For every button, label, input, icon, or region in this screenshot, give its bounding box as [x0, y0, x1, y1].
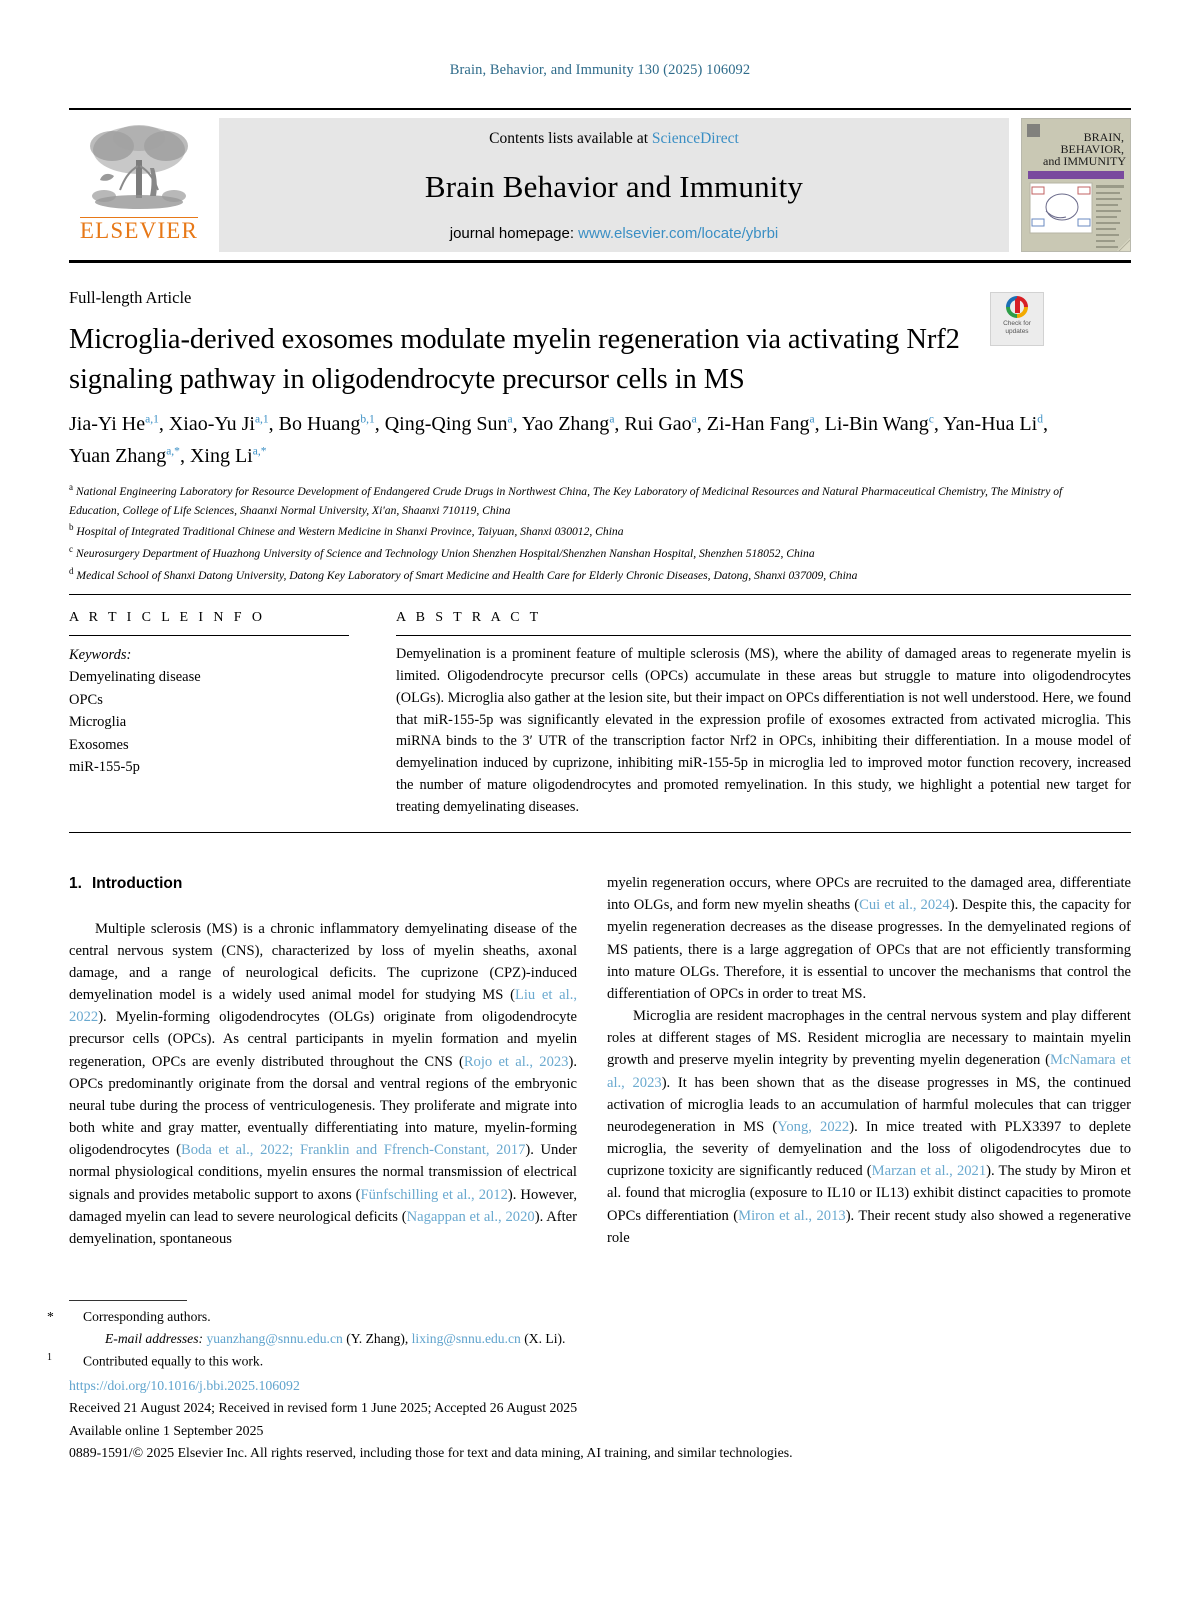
corresponding-marker: * [47, 1309, 54, 1324]
affiliation-text: Neurosurgery Department of Huazhong University of Science and Technology Union Shenzhen Hospital/Shenzhen Nanshan Hospital, Shenzhen 518052, China [75, 546, 815, 560]
author-name: Qing-Qing Sun [384, 413, 508, 435]
affiliation-item [69, 520, 1079, 542]
contents-prefix: Contents lists available at [489, 130, 652, 147]
author-affil-marker: a [691, 413, 697, 426]
author-list: Jia-Yi He$^{a,1}$, Xiao-Yu Ji$^{a,1}$, Bo Huang$^{b,1}$, Qing-Qing Sun$^a$, Yao Zhang$^a$, Rui Gao$^a$, Zi-Han Fang$^a$, Li-Bin Wang$^c$, Yan-Hua Li$^d$, Yuan Zhang$^{a,*}$, Xing $Li^{a,*}$ [69, 413, 1048, 468]
author-affil-marker: a,* [166, 445, 180, 458]
affiliation-marker: b [69, 522, 74, 533]
text-run: ). However, damaged myelin can lead to severe neurological deficits ( [69, 1186, 577, 1225]
author-affil-marker: b,1 [360, 413, 375, 426]
author-name: Bo Huang [278, 413, 361, 435]
author[interactable] [624, 413, 696, 435]
info-block-bottom-rule [69, 832, 1131, 833]
affiliation-text: Medical School of Shanxi Datong University, Datong Key Laboratory of Smart Medicine and Health Care for Elderly Chronic Diseases, Datong, Shanxi 037009, China [76, 568, 858, 582]
text-run: ). In mice treated with PLX3397 to deplete microglia, the severity of demyelination and the loss of oligodendrocytes due to cuprizone toxicity are significantly reduced ( [607, 1118, 1132, 1180]
cover-art [1022, 119, 1130, 252]
author[interactable] [707, 413, 815, 435]
journal-homepage-line [450, 225, 779, 242]
affiliation-list [69, 480, 1079, 585]
author-name: Jia-Yi He [69, 413, 146, 435]
paragraph [69, 918, 577, 1251]
affiliation-item [69, 542, 1079, 564]
footnote-equal-contribution [47, 1350, 769, 1373]
author[interactable] [69, 413, 159, 435]
email-owner-1: (Y. Zhang), [346, 1331, 409, 1347]
crossmark-line1: Check for [1003, 320, 1031, 327]
author[interactable] [825, 413, 934, 435]
footnote-emails [69, 1328, 769, 1350]
author-affil-marker: c [928, 413, 934, 426]
running-head: Brain, Behavior, and Immunity 130 (2025) 106092 [449, 62, 751, 78]
abstract-heading: A B S T R A C T [396, 610, 542, 625]
title-line-1: Microglia-derived exosomes modulate myelin regeneration via activating [69, 324, 900, 355]
copyright-line: 0889-1591/© 2025 Elsevier Inc. All rights reserved, including those for text and data mining, AI training, and similar technologies. [69, 1445, 793, 1461]
author-name: Li-Bin Wang [824, 413, 929, 435]
footnote-corresponding [47, 1306, 769, 1328]
text-run: Microglia are resident macrophages in the central nervous system and play different roles at different stages of MS. Resident microglia are necessary to maintain myelin growth and preserve myelin integrity by preventing myelin degeneration ( [607, 1008, 1131, 1069]
author-affil-marker: a [507, 413, 513, 426]
text-run: ). Despite this, the capacity for myelin regeneration decreases as the disease progresses. In the demyelinated regions of MS patients, there is a large aggregation of OPCs that are not efficiently transforming into mature OLGs. Therefore, it is essential to uncover the mechanisms that control the differentiation of OPCs in order to treat MS. [607, 897, 1131, 1002]
journal-cover-thumbnail [1021, 118, 1131, 252]
section-heading-introduction [69, 872, 577, 896]
author-affil-marker: a [809, 413, 815, 426]
citation-link[interactable]: Boda et al., 2022; Franklin and Ffrench-Constant, 2017 [181, 1142, 526, 1159]
available-online: Available online 1 September 2025 [69, 1422, 264, 1438]
svg-text:and IMMUNITY: and IMMUNITY [1043, 154, 1126, 168]
text-run: ). After demyelination, spontaneous [69, 1208, 578, 1247]
text-run: ). The study by Miron et al. found that microglia (exposure to IL10 or IL13) exhibit distinct capacities to promote OPCs differentiation ( [607, 1163, 1131, 1224]
affiliation-marker: a [69, 482, 73, 492]
sciencedirect-link[interactable]: ScienceDirect [651, 130, 739, 147]
citation-link[interactable]: Marzan et al., 2021 [871, 1163, 987, 1180]
page-title [69, 320, 969, 401]
abstract-rule [396, 635, 1131, 636]
author-affil-marker: a,1 [145, 413, 159, 426]
author[interactable] [69, 445, 180, 467]
info-block-top-rule [69, 594, 1131, 595]
citation-link[interactable]: Nagappan et al., 2020 [406, 1208, 535, 1225]
citation-link[interactable]: Liu et al., 2022 [69, 987, 577, 1026]
author[interactable] [522, 413, 615, 435]
section-number: 1. [69, 875, 82, 892]
paragraph [607, 872, 1131, 1005]
keyword-item: Microglia [69, 714, 127, 731]
title-line-2: Nrf2 signaling pathway in oligodendrocyte precursor cells in MS [69, 324, 960, 396]
author[interactable] [279, 413, 375, 435]
text-run: myelin regeneration occurs, where OPCs are recruited to the damaged area, differentiate into OLGs, and form new myelin sheaths ( [607, 875, 1131, 914]
equal-marker: 1 [47, 1352, 52, 1364]
publication-info [69, 1375, 1069, 1465]
text-run: Multiple sclerosis (MS) is a chronic inflammatory demyelinating disease of the central nervous system (CNS), characterized by loss of myelin sheaths, axonal damage, and a range of neurological deficits. The cuprizone (CPZ)-induced demyelination model is a widely used animal model for studying MS ( [69, 920, 577, 1004]
affiliation-item [69, 564, 1079, 586]
author-name: Yan-Hua Li [943, 413, 1038, 435]
keywords-label: Keywords: [69, 647, 132, 663]
author-name: Xing Li [189, 445, 253, 468]
citation-link[interactable]: McNamara et al., 2023 [607, 1052, 1131, 1091]
author[interactable] [943, 413, 1043, 435]
journal-title: Brain Behavior and Immunity [424, 168, 804, 204]
corresponding-text: Corresponding authors. [83, 1309, 211, 1324]
crossmark-line2: updates [1005, 328, 1029, 336]
footnotes-block [47, 1306, 769, 1373]
affiliation-item [69, 480, 1079, 520]
author[interactable] [169, 413, 269, 435]
affiliation-text: Hospital of Integrated Traditional Chinese and Western Medicine in Shanxi Province, Taiyuan, Shanxi 030012, China [76, 525, 624, 539]
text-run: ). Under normal physiological conditions, myelin ensures the normal transmission of electrical signals and provides metabolic support to axons ( [69, 1142, 577, 1203]
author[interactable] [385, 413, 513, 435]
elsevier-wordmark: ELSEVIER [79, 218, 199, 243]
affiliation-marker: d [69, 565, 74, 576]
masthead-center-panel [219, 118, 1009, 252]
citation-link[interactable]: Cui et al., 2024 [859, 897, 950, 914]
email-label: E-mail addresses: [105, 1331, 204, 1347]
affiliation-marker: c [69, 544, 73, 555]
text-run: ). Their recent study also showed a regenerative role [607, 1207, 1131, 1246]
citation-link[interactable]: Fünfschilling et al., 2012 [360, 1186, 508, 1203]
keyword-item: miR-155-5p [69, 759, 140, 776]
email-link-2[interactable]: lixing@snnu.edu.cn [411, 1331, 521, 1347]
text-run: ). OPCs predominantly originate from the dorsal and ventral regions of the embryonic neural tube during the process of ventriculogenesis. They proliferate and migrate into both white and gray matter, eventually differentiating into mature, myelin-forming oligodendrocytes ( [69, 1053, 577, 1159]
affiliation-text: National Engineering Laboratory for Resource Development of Endangered Crude Drugs in Northwest China, The Key Laboratory of Medicinal Resources and Natural Pharmaceutical Chemistry, The Ministry of Education, College of Life Sciences, Shaanxi Normal University, Xi'an, Shaanxi 710119, China [69, 484, 1063, 517]
keyword-item: Exosomes [69, 736, 129, 753]
svg-text:BEHAVIOR,: BEHAVIOR, [1060, 142, 1124, 156]
author-affil-marker: d [1037, 413, 1043, 426]
author-affil-marker: a,* [252, 445, 267, 458]
footnote-rule [69, 1300, 187, 1301]
citation-link[interactable]: Yong, 2022 [777, 1118, 850, 1135]
journal-homepage-link[interactable]: www.elsevier.com/locate/ybrbi [578, 225, 779, 242]
article-type-label: Full-length Article [69, 288, 192, 307]
contents-lists-line [489, 130, 739, 148]
keyword-item: Demyelinating disease [69, 669, 201, 686]
journal-masthead [69, 108, 1131, 263]
keyword-item: OPCs [69, 691, 103, 708]
paragraph [607, 1005, 1131, 1249]
author-name: Zi-Han Fang [706, 413, 810, 435]
svg-text:BRAIN,: BRAIN, [1083, 130, 1124, 144]
author-affil-marker: a [609, 413, 615, 426]
equal-text: Contributed equally to this work. [83, 1353, 264, 1369]
author-name: Rui Gao [624, 413, 692, 435]
article-info-heading: A R T I C L E I N F O [69, 610, 266, 625]
body-column-right [607, 872, 1131, 1249]
section-title: Introduction [91, 875, 183, 892]
text-run: ). It has been shown that as the disease progresses in MS, the continued activation of microglia leads to an accumulation of harmful molecules that can trigger neurodegeneration in MS ( [607, 1074, 1131, 1135]
author[interactable] [190, 445, 267, 467]
author-name: Yao Zhang [521, 413, 610, 435]
homepage-prefix: journal homepage: [449, 225, 579, 242]
author-name: Xiao-Yu Ji [168, 413, 255, 435]
crossmark-badge[interactable] [990, 292, 1044, 346]
doi-link[interactable]: https://doi.org/10.1016/j.bbi.2025.106092 [69, 1378, 300, 1393]
article-info-rule [69, 635, 349, 636]
elsevier-tree-icon [80, 120, 198, 216]
email-link-1[interactable]: yuanzhang@snnu.edu.cn [206, 1331, 343, 1347]
email-owner-2: (X. Li). [524, 1331, 566, 1347]
publication-dates: Received 21 August 2024; Received in revised form 1 June 2025; Accepted 26 August 2025 [69, 1400, 578, 1416]
citation-link[interactable]: Rojo et al., 2023 [463, 1053, 569, 1070]
elsevier-logo [69, 116, 209, 254]
abstract-block [396, 610, 1131, 819]
article-info-block [69, 610, 349, 779]
body-column-left [69, 872, 577, 1250]
author-affil-marker: a,1 [254, 413, 269, 426]
author-name: Yuan Zhang [69, 445, 167, 468]
text-run: ). Myelin-forming oligodendrocytes (OLGs) originate from oligodendrocyte precursor cells (OPCs). As central participants in myelin formation and myelin regeneration, OPCs are evenly distributed throughout the CNS ( [69, 1009, 577, 1070]
citation-link[interactable]: Miron et al., 2013 [738, 1207, 846, 1224]
abstract-text: Demyelination is a prominent feature of multiple sclerosis (MS), where the ability of damaged areas to regenerate myelin is limited. Oligodendrocyte precursor cells (OPCs) accumulate in these areas but struggle to mature into oligodendrocytes (OLGs). Microglia also gather at the lesion site, but their impact on OPCs differentiation is not well understood. Here, we found that miR-155-5p was significantly elevated in the expression profile of exosomes extracted from activated microglia. This miRNA binds to the 3′ UTR of the transcription factor Nrf2 in OPCs, inhibiting their differentiation. In a mouse model of demyelination induced by cuprizone, inhibiting miR-155-5p in microglia led to improved motor function recovery, increased the number of mature oligodendrocytes and promoted remyelination. In this study, we highlight a potential new target for treating demyelinating diseases. [396, 646, 1131, 816]
crossmark-icon [1006, 296, 1028, 318]
